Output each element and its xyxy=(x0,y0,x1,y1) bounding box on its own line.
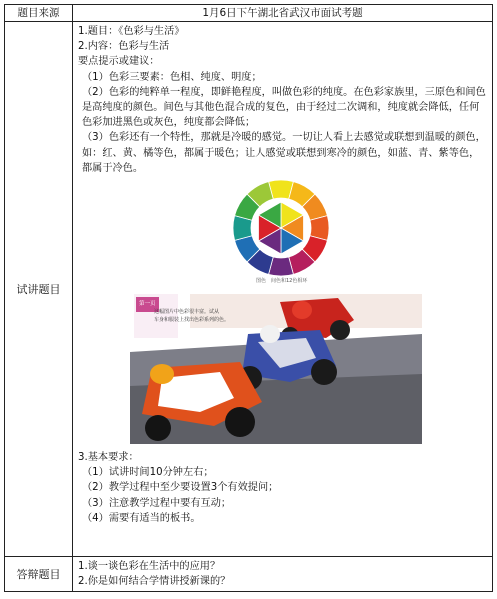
source-value: 1月6日下午湖北省武汉市面试考题 xyxy=(73,5,493,22)
defense-q1: 1.谈一谈色彩在生活中的应用？ xyxy=(78,561,221,572)
content-line: 2.内容：色彩与生活 xyxy=(78,41,170,53)
hint-1: （1）色彩三要素：色相、纯度、明度； xyxy=(82,71,262,83)
photo-tag: 第一页 xyxy=(136,297,159,312)
section-label: 试讲题目 xyxy=(5,22,73,557)
req-2: （2）教学过程中至少要设置3个有效提问； xyxy=(82,482,279,494)
hint-2: （2）色彩的纯粹单一程度，即鲜艳程度，叫做色彩的纯度。在色彩家族里，三原色和间色是高纯度的颜色。间色与其他色混合成的复色，由于经过二次调和，纯度就会降低，任何色彩加进黑色或灰色，纯度都会降低； xyxy=(82,86,486,129)
source-label: 题目来源 xyxy=(5,5,73,22)
hint-3: （3）色彩还有一个特性，那就是冷暖的感觉。一切让人看上去感觉或联想到温暖的颜色，如：红、黄、橘等色，都属于暖色；让人感觉或联想到寒冷的颜色，如蓝、青、紫等色，都属于冷色。 xyxy=(82,132,486,174)
photo-caption-line-2: 车身和服装上找出色彩系列的色。 xyxy=(154,317,230,324)
req-1: （1）试讲时间10分钟左右； xyxy=(82,467,214,479)
color-wheel-figure xyxy=(78,178,488,286)
defense-questions xyxy=(73,557,493,592)
question-content xyxy=(73,22,493,557)
req-3: （3）注意教学过程中要有互动； xyxy=(82,497,232,509)
topic-line: 1.题目：《色彩与生活》 xyxy=(78,26,185,37)
hint-title: 要点提示或建议： xyxy=(78,56,160,68)
photo-caption xyxy=(154,308,229,324)
color-wheel-svg xyxy=(231,178,331,278)
req-4: （4）需要有适当的板书。 xyxy=(82,512,201,524)
photo-caption-line-1: 这幅图片中色彩很丰富。试从 xyxy=(154,309,220,316)
color-wheel-caption: 图色 间色和12色相环 xyxy=(256,278,308,285)
defense-q2: 2.你是如何结合学情讲授新课的？ xyxy=(78,576,231,587)
color-wheel-image xyxy=(231,178,341,288)
interview-question-table xyxy=(4,4,493,592)
req-title: 3.基本要求： xyxy=(78,452,139,464)
motorcycle-photo xyxy=(78,294,488,444)
defense-label: 答辩题目 xyxy=(5,557,73,592)
